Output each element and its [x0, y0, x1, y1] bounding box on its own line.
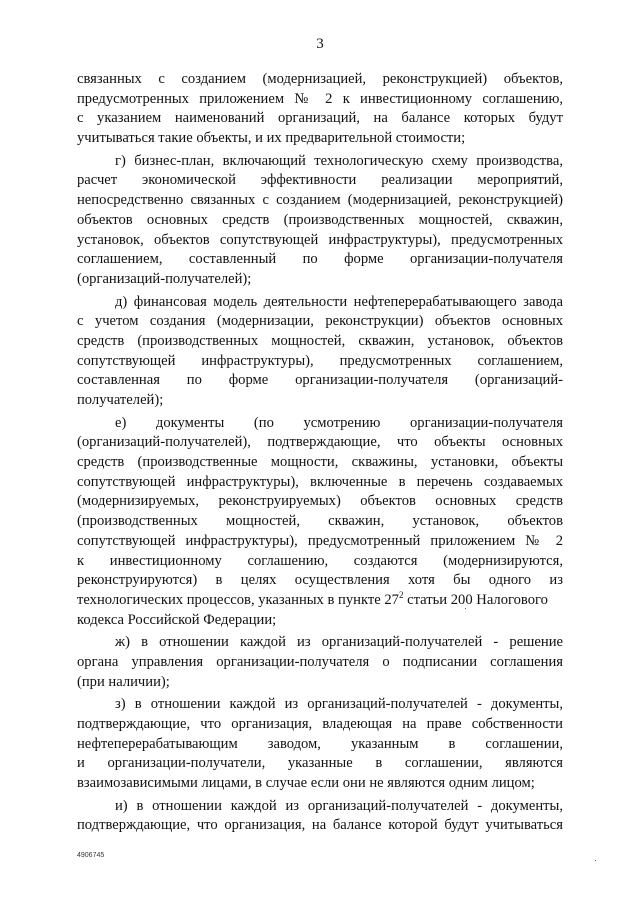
text-line: г) бизнес-план, включающий технологическую схему производства,	[115, 152, 563, 169]
text-line: д) финансовая модель деятельности нефтеперерабатывающего завода	[115, 293, 563, 310]
text-line: связанных с созданием (модернизацией, реконструкцией) объектов,	[77, 71, 563, 87]
text-line: сопутствующей инфраструктуры), предусмотренный приложением № 2	[77, 532, 563, 549]
text-line: реконструируются) в целях осуществления хотя бы одного из	[77, 572, 563, 589]
text-line: предусмотренных приложением № 2 к инвестиционному соглашению,	[77, 90, 563, 107]
text-line: расчет экономической эффективности реализации мероприятий,	[77, 172, 563, 189]
text-line: подтверждающие, что организация, владеющая на праве собственности	[77, 716, 563, 732]
text-line: органа управления организации-получателя о подписании соглашения	[77, 653, 563, 670]
text-line: получателей);	[77, 392, 164, 408]
scan-speck	[595, 860, 596, 861]
text-line: сопутствующей инфраструктуры), включенные в перечень создаваемых	[77, 473, 563, 490]
page-number: 3	[316, 36, 324, 52]
text-line: (при наличии);	[77, 673, 170, 690]
text-line: с учетом создания (модернизации, реконструкции) объектов основных	[77, 313, 563, 330]
text-line: составленная по форме организации-получателя (организаций-	[77, 372, 563, 389]
text-line: технологических процессов, указанных в пункте $27^2$ статьи 200 Налогового	[77, 590, 548, 608]
text-line: подтверждающие, что организация, на балансе которой будут учитываться	[77, 817, 563, 834]
text-line: средств (производственных мощностей, скважин, установок, объектов	[77, 332, 563, 349]
text-line: кодекса Российской Федерации;	[77, 611, 277, 628]
text-line: з) в отношении каждой из организаций-получателей - документы,	[115, 696, 563, 713]
text-line: ж) в отношении каждой из организаций-получателей - решение	[115, 634, 563, 651]
text-line: (производственных мощностей, скважин, установок, объектов	[77, 513, 563, 530]
text-line: взаимозависимыми лицами, в случае если они не являются одним лицом;	[77, 775, 535, 792]
scan-speck	[465, 608, 466, 609]
document-body	[77, 70, 563, 836]
text-line: непосредственно связанных с созданием (модернизацией, реконструкцией)	[77, 192, 563, 209]
text-line: к инвестиционному соглашению, создаются (модернизируются,	[77, 552, 563, 569]
text-line: соглашением, составленный по форме организации-получателя	[77, 251, 563, 268]
text-line: е) документы (по усмотрению организации-получателя	[115, 414, 563, 431]
text-line: установок, объектов сопутствующей инфраструктуры), предусмотренных	[77, 231, 563, 248]
document-code: 4906745	[77, 852, 105, 859]
text-line: и) в отношении каждой из организаций-получателей - документы,	[115, 797, 563, 814]
text-line: объектов основных средств (производственных мощностей, скважин,	[77, 211, 563, 228]
text-line: средств (производственные мощности, скважины, установки, объекты	[77, 454, 563, 471]
text-line: и организации-получатели, указанные в соглашении, являются	[77, 755, 563, 772]
text-line: учитываться такие объекты, и их предварительной стоимости;	[77, 130, 466, 147]
text-line: с указанием наименований организаций, на балансе которых будут	[77, 110, 563, 127]
text-line: (организаций-получателей), подтверждающие, что объекты основных	[77, 434, 563, 451]
text-line: (модернизируемых, реконструируемых) объектов основных средств	[77, 493, 563, 510]
text-line: (организаций-получателей);	[77, 270, 252, 287]
text-line: нефтеперерабатывающим заводом, указанным в соглашении,	[77, 735, 563, 752]
text-line: сопутствующей инфраструктуры), предусмотренных соглашением,	[77, 352, 563, 369]
